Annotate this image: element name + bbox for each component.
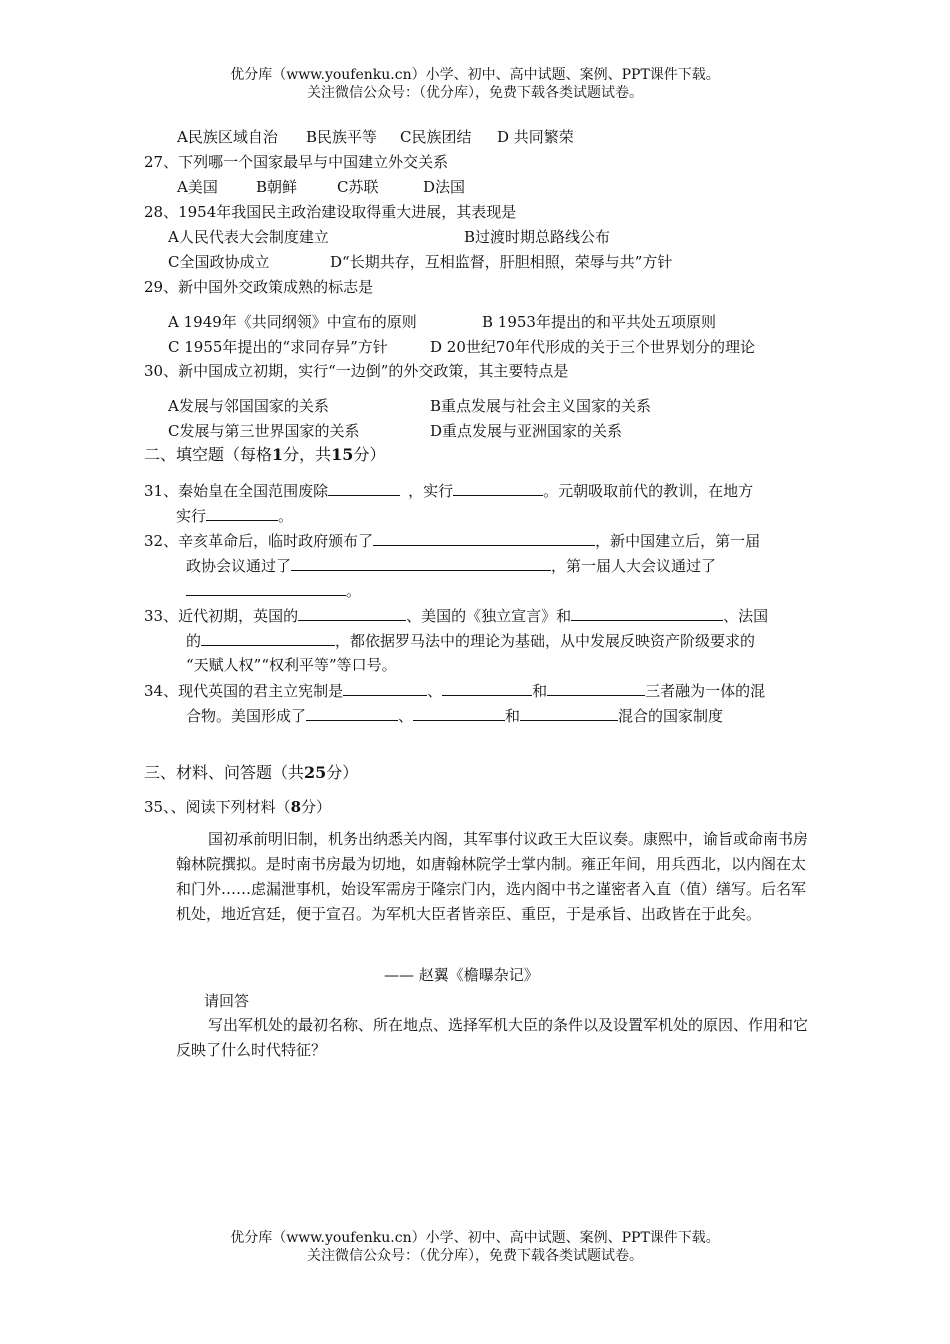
q30-option-c: C发展与第三世界国家的关系 <box>168 422 360 440</box>
q26-option-a: A民族区域自治 <box>177 128 278 146</box>
q27-option-a: A美国 <box>177 178 218 196</box>
q35-passage: 国初承前明旧制，机务出纳悉关内阁，其军事付议政王大臣议奏。康熙中，谕旨或命南书房翰林院撰拟。是时南书房最为切地，如唐翰林院学士掌内制。雍正年间，用兵西北，以内阁在太和门外……虑漏泄事机，始设军需房于隆宗门内，选内阁中书之谨密者入直（值）缮写。后名军机处，地近宫廷，便于宣召。为军机大臣者皆亲臣、重臣，于是承旨、出政皆在于此矣。 <box>176 830 809 923</box>
section-material-title: 三、材料、问答题（共25分） <box>144 763 359 782</box>
q29-option-c: C 1955年提出的“求同存异”方针 <box>168 338 388 356</box>
header-line-2: 关注微信公众号：（优分库），免费下载各类试题试卷。 <box>307 85 643 101</box>
q27-option-d: D法国 <box>423 178 466 196</box>
q31-line-2: 实行 。 <box>176 507 294 525</box>
q34-line-1: 34、现代英国的君主立宪制是 、 和 三者融为一体的混 <box>144 682 766 700</box>
q29-option-a: A 1949年《共同纲领》中宣布的原则 <box>168 313 417 331</box>
q34-line-2: 合物。美国形成了 、 和 混合的国家制度 <box>186 707 724 725</box>
q35-question: 写出军机处的最初名称、所在地点、选择军机大臣的条件以及设置军机处的原因、作用和它反映了什么时代特征？ <box>176 1016 809 1059</box>
q35-prompt: 请回答 <box>204 992 250 1010</box>
q27-stem: 27、下列哪一个国家最早与中国建立外交关系 <box>144 153 449 171</box>
q33-blank-2[interactable] <box>571 605 723 621</box>
q34-blank-2[interactable] <box>442 680 532 696</box>
q30-option-a: A发展与邻国国家的关系 <box>168 397 329 415</box>
q28-option-c: C全国政协成立 <box>168 253 270 271</box>
q33-line-1: 33、近代初期，英国的 、美国的《独立宣言》和 、法国 <box>144 607 769 625</box>
q30-option-d: D重点发展与亚洲国家的关系 <box>430 422 623 440</box>
q29-option-b: B 1953年提出的和平共处五项原则 <box>482 313 716 331</box>
q28-option-a: A人民代表大会制度建立 <box>168 228 329 246</box>
q32-line-3: 。 <box>186 580 361 601</box>
q34-blank-6[interactable] <box>520 705 618 721</box>
q27-option-c: C苏联 <box>337 178 379 196</box>
q34-blank-5[interactable] <box>413 705 505 721</box>
q34-blank-4[interactable] <box>306 705 398 721</box>
q33-line-3: “天赋人权”“权利平等”等口号。 <box>186 656 397 674</box>
q32-blank-3[interactable] <box>186 580 346 596</box>
q35-stem: 35、、阅读下列材料（8分） <box>144 798 332 816</box>
q29-option-d: D 20世纪70年代形成的关于三个世界划分的理论 <box>430 338 755 356</box>
q26-option-b: B民族平等 <box>306 128 378 146</box>
q32-blank-2[interactable] <box>291 555 551 571</box>
q31-blank-1[interactable] <box>328 480 400 496</box>
q34-blank-1[interactable] <box>343 680 427 696</box>
q28-stem: 28、1954年我国民主政治建设取得重大进展，其表现是 <box>144 203 517 221</box>
q31-blank-3[interactable] <box>206 505 278 521</box>
q31-line-1: 31、秦始皇在全国范围废除 ，实行 。元朝吸取前代的教训，在地方 <box>144 482 754 500</box>
q28-option-d: D“长期共存，互相监督，肝胆相照，荣辱与共”方针 <box>330 253 673 271</box>
q32-blank-1[interactable] <box>373 530 595 546</box>
header-line-1: 优分库（www.youfenku.cn）小学、初中、高中试题、案例、PPT课件下载。 <box>230 67 720 83</box>
q26-option-c: C民族团结 <box>400 128 472 146</box>
q33-line-2: 的 ，都依据罗马法中的理论为基础，从中发展反映资产阶级要求的 <box>186 632 756 650</box>
q35-source: —— 赵翼《檐曝杂记》 <box>384 966 539 984</box>
section-fill-title: 二、填空题（每格1分，共15分） <box>144 445 386 464</box>
q32-line-2: 政协会议通过了 ，第一届人大会议通过了 <box>186 557 717 575</box>
q29-stem: 29、新中国外交政策成熟的标志是 <box>144 278 374 296</box>
q30-stem: 30、新中国成立初期，实行“一边倒”的外交政策，其主要特点是 <box>144 362 569 380</box>
q28-option-b: B过渡时期总路线公布 <box>464 228 611 246</box>
q27-option-b: B朝鲜 <box>256 178 298 196</box>
footer-line-2: 关注微信公众号：（优分库），免费下载各类试题试卷。 <box>307 1248 643 1264</box>
q31-blank-2[interactable] <box>453 480 543 496</box>
q33-blank-3[interactable] <box>201 630 335 646</box>
q34-blank-3[interactable] <box>547 680 645 696</box>
q32-line-1: 32、辛亥革命后，临时政府颁布了 ，新中国建立后，第一届 <box>144 532 761 550</box>
q30-option-b: B重点发展与社会主义国家的关系 <box>430 397 652 415</box>
footer-line-1: 优分库（www.youfenku.cn）小学、初中、高中试题、案例、PPT课件下载。 <box>230 1230 720 1246</box>
q26-option-d: D 共同繁荣 <box>497 128 574 146</box>
q33-blank-1[interactable] <box>298 605 406 621</box>
